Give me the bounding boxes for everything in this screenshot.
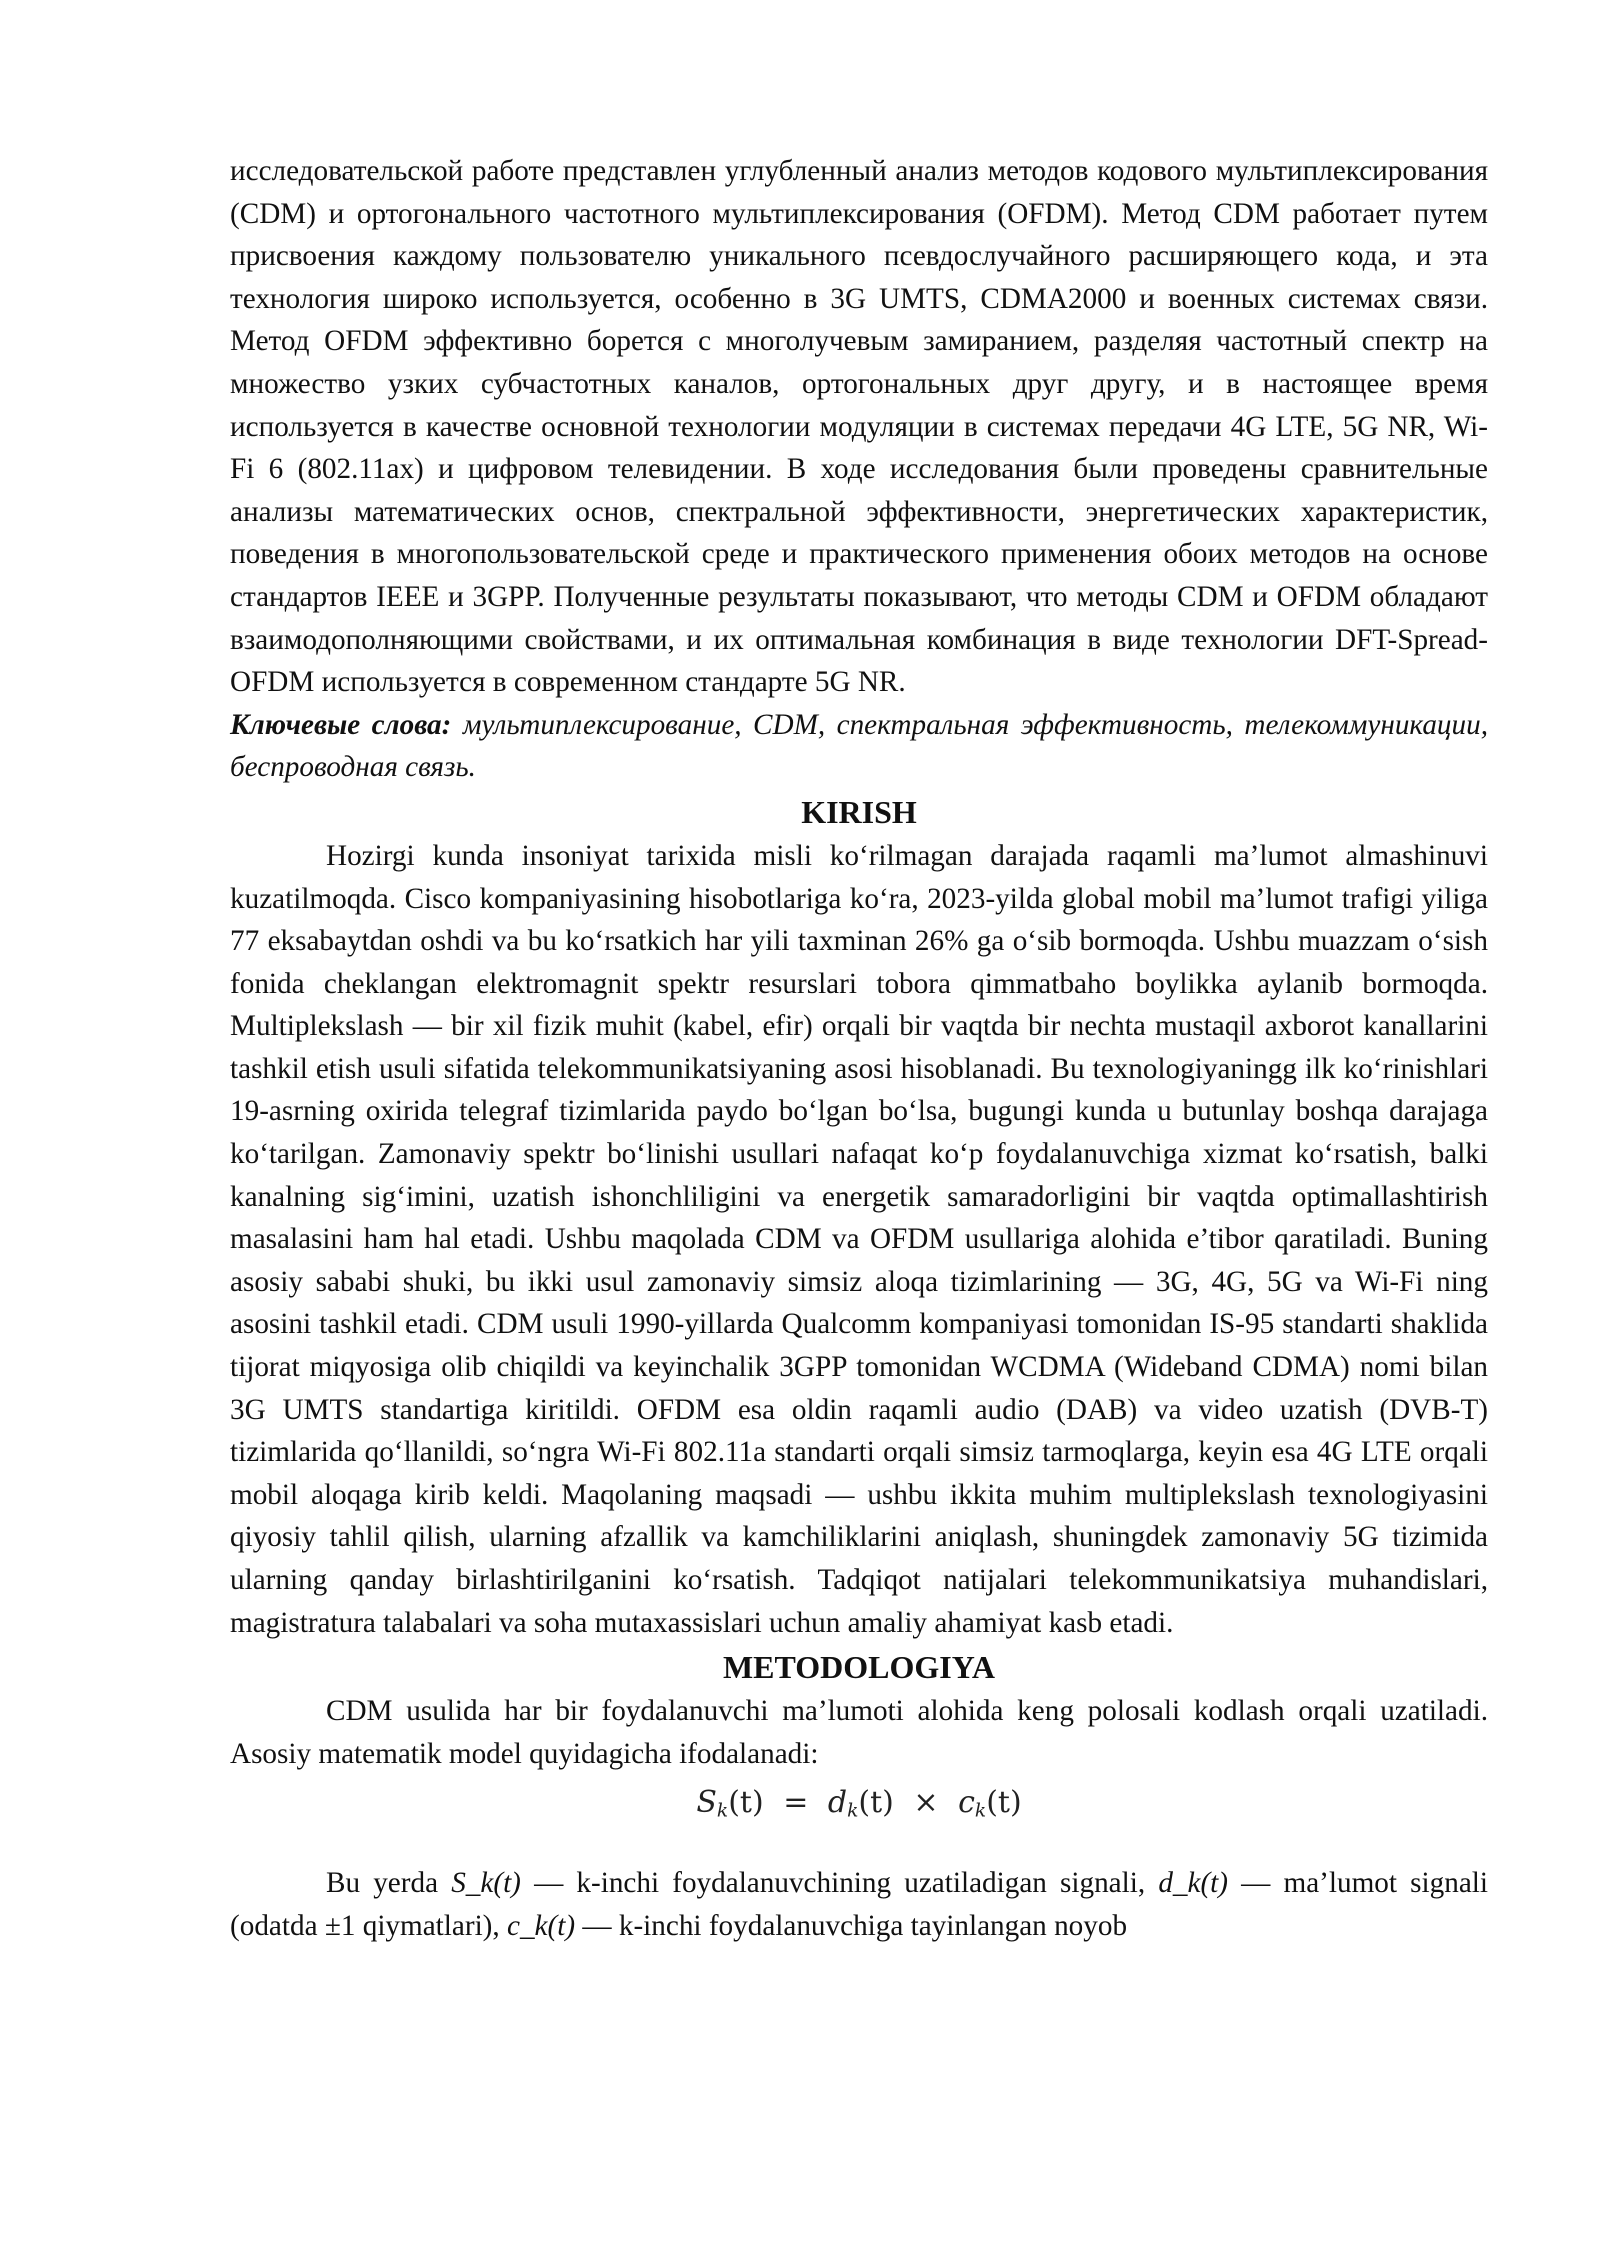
formula-term2-arg: (t) xyxy=(986,1785,1022,1821)
keywords-list: мультиплексирование, CDM, спектральная эффективность, телекоммуникации, беспроводная связь. xyxy=(230,708,1489,784)
document-page xyxy=(230,150,1488,1947)
abstract-paragraph: исследовательской работе представлен углубленный анализ методов кодового мультиплексирования (CDM) и ортогонального частотного мультиплексирования (OFDM). Метод CDM работает путем присвоения каждому пользователю уникального псевдослучайного расширяющего кода, и эта технология широко используется, особенно в 3G UMTS, CDMA2000 и военных системах связи. Метод OFDM эффективно борется с многолучевым замиранием, разделяя частотный спектр на множество узких субчастотных каналов, ортогональных друг другу, и в настоящее время используется в качестве основной технологии модуляции в системах передачи 4G LTE, 5G NR, Wi-Fi 6 (802.11ax) и цифровом телевидении. В ходе исследования были проведены сравнительные анализы математических основ, спектральной эффективности, энергетических характеристик, поведения в многопользовательской среде и практического применения обоих методов на основе стандартов IEEE и 3GPP. Полученные результаты показывают, что методы CDM и OFDM обладают взаимодополняющими свойствами, и их оптимальная комбинация в виде технологии DFT-Spread-OFDM используется в современном стандарте 5G NR. xyxy=(230,155,1488,699)
formula-times: × xyxy=(913,1785,939,1821)
symbol-d-k: d_k(t) xyxy=(1158,1867,1229,1900)
formula-lhs: S xyxy=(696,1785,717,1821)
cdm-formula xyxy=(230,1783,1488,1832)
formula-term1-sub: k xyxy=(847,1801,859,1823)
explanation-text-1: Bu yerda xyxy=(326,1867,452,1900)
keywords-label: Ключевые слова: xyxy=(230,708,452,741)
formula-equals: = xyxy=(783,1785,809,1821)
formula-lhs-arg: (t) xyxy=(728,1785,764,1821)
formula-term1-arg: (t) xyxy=(858,1785,894,1821)
symbol-c-k: c_k(t) xyxy=(507,1909,576,1942)
introduction-paragraph: Hozirgi kunda insoniyat tarixida misli ko‘rilmagan darajada raqamli ma’lumot almashinuvi kuzatilmoqda. Cisco kompaniyasining hisobotlariga ko‘ra, 2023-yilda global mobil ma’lumot trafigi yiliga 77 eksabaytdan oshdi va bu ko‘rsatkich har yili taxminan 26% ga o‘sib bormoqda. Ushbu muazzam o‘sish fonida cheklangan elektromagnit spektr resurslari tobora qimmatbaho boylikka aylanib bormoqda. Multiplekslash — bir xil fizik muhit (kabel, efir) orqali bir vaqtda bir nechta mustaqil axborot kanallarini tashkil etish usuli sifatida telekommunikatsiyaning asosi hisoblanadi. Bu texnologiyaningg ilk ko‘rinishlari 19-asrning oxirida telegraf tizimlarida paydo bo‘lgan bo‘lsa, bugungi kunda u butunlay boshqa darajaga ko‘tarilgan. Zamonaviy spektr bo‘linishi usullari nafaqat ko‘p foydalanuvchiga xizmat ko‘rsatish, balki kanalning sig‘imini, uzatish ishonchliligini va energetik samaradorligini bir vaqtda optimallashtirish masalasini ham hal etadi. Ushbu maqolada CDM va OFDM usullariga alohida e’tibor qaratiladi. Buning asosiy sababi shuki, bu ikki usul zamonaviy simsiz aloqa tizimlarining — 3G, 4G, 5G va Wi-Fi ning asosini tashkil etadi. CDM usuli 1990-yillarda Qualcomm kompaniyasi tomonidan IS-95 standarti shaklida tijorat miqyosiga olib chiqildi va keyinchalik 3GPP tomonidan WCDMA (Wideband CDMA) nomi bilan 3G UMTS standartiga kiritildi. OFDM esa oldin raqamli audio (DAB) va video uzatish (DVB-T) tizimlarida qo‘llanildi, so‘ngra Wi-Fi 802.11a standarti orqali simsiz tarmoqlarga, keyin esa 4G LTE orqali mobil aloqaga kirib keldi. Maqolaning maqsadi — ushbu ikkita muhim multiplekslash texnologiyasini qiyosiy tahlil qilish, ularning afzallik va kamchiliklarini aniqlash, shuningdek zamonaviy 5G tizimida ularning qanday birlashtirilganini ko‘rsatish. Tadqiqot natijalari telekommunikatsiya muhandislari, magistratura talabalari va soha mutaxassislari uchun amaliy ahamiyat kasb etadi. xyxy=(230,839,1488,1639)
formula-term2-sub: k xyxy=(974,1801,987,1823)
keywords-line xyxy=(230,704,1488,789)
explanation-text-2: — k-inchi foydalanuvchining uzatiladigan signali, xyxy=(520,1867,1159,1900)
symbol-s-k: S_k(t) xyxy=(451,1867,521,1900)
introduction-heading: KIRISH xyxy=(801,793,917,830)
formula-term1: d xyxy=(827,1785,848,1821)
methodology-heading: METODOLOGIYA xyxy=(722,1649,996,1686)
formula-lhs-sub: k xyxy=(716,1801,729,1823)
formula-explanation-paragraph xyxy=(230,1862,1488,1947)
explanation-text-4: — k-inchi foydalanuvchiga tayinlangan noyob xyxy=(575,1909,1128,1942)
formula-term2: c xyxy=(958,1785,975,1821)
explanation-text-3: — ma’lumot signali (odatda ±1 qiymatlari), xyxy=(230,1867,1488,1942)
methodology-paragraph: CDM usulida har bir foydalanuvchi ma’lumoti alohida keng polosali kodlash orqali uzatiladi. Asosiy matematik model quyidagicha ifodalanadi: xyxy=(230,1695,1488,1770)
